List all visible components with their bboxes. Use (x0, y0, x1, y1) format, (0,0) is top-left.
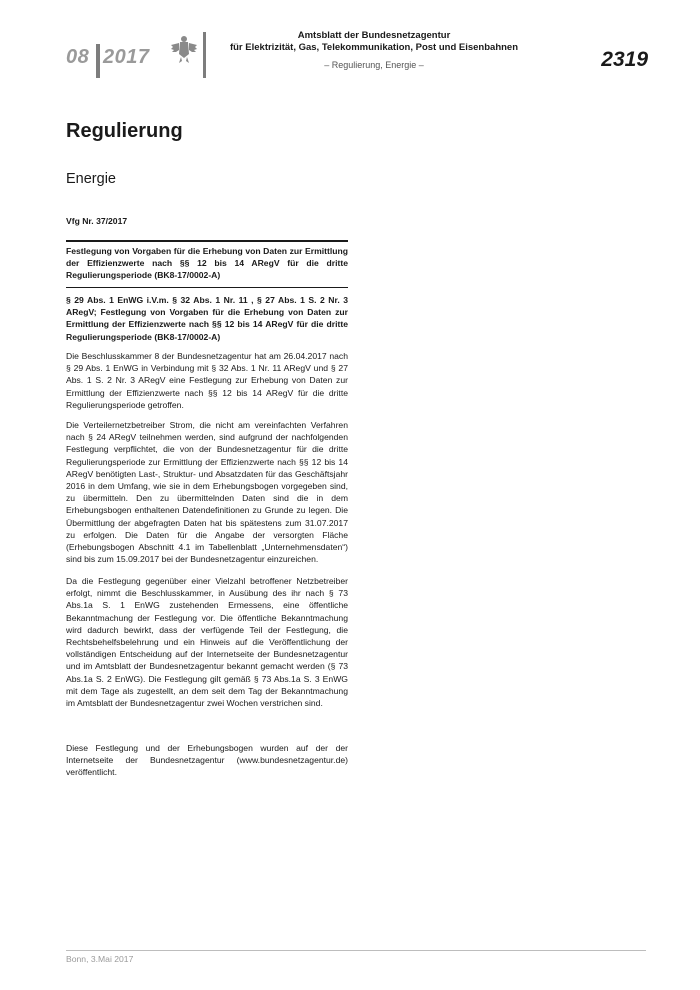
body-paragraph: Die Verteilernetzbetreiber Strom, die nicht am vereinfachten Verfahren nach § 24 ARegV teilnehmen werden, sind aufgrund der nachfolgenden Festlegung verpflichtet, die von der Bundesnetzagentur für die dritte Regulierungsperiode zur Ermittlung der Effizienzwerte nach §§ 12 bis 14 ARegV benötigten Last-, Struktur- und Absatzdaten für das Geschäftsjahr 2016 in dem Umfang, wie sie in dem Erhebungsbogen vorgegeben sind, zu übermitteln. Den zu übermittelnden Daten sind die in dem Erhebungsbogen enthaltenen Datendefinitionen zu Grunde zu legen. Die Übermittlung der abgefragten Daten hat bis spätestens zum 31.07.2017 zu erfolgen. Die Daten für die Angabe der versorgten Fläche (Erhebungsbogen Abschnitt 4.1 im Tabellenblatt „Unternehmensdaten“) sind bis zum 15.09.2017 bei der Bundesnetzagentur einzureichen. (66, 420, 348, 565)
header-divider (203, 32, 206, 78)
body-paragraph: Diese Festlegung und der Erhebungsbogen wurden auf der der Internetseite der Bundesnetzagentur (www.bundesnetzagentur.de) veröffentlicht. (66, 743, 348, 778)
issue-year: 2017 (103, 46, 150, 68)
publication-title-line: Amtsblatt der Bundesnetzagentur (297, 30, 451, 41)
footer-place-date: Bonn, 3.Mai 2017 (66, 954, 134, 964)
decree-title: Festlegung von Vorgaben für die Erhebung von Daten zur Ermittlung der Effizienzwerte nach §§ 12 bis 14 ARegV für die dritte Regulierungsperiode (BK8-17/0002-A) (66, 246, 348, 281)
subsection-heading: Energie (66, 171, 116, 187)
title-rule (66, 287, 348, 288)
section-label: – Regulierung, Energie – (324, 60, 424, 70)
legal-basis: § 29 Abs. 1 EnWG i.V.m. § 32 Abs. 1 Nr. 11 , § 27 Abs. 1 S. 2 Nr. 3 ARegV; Festlegung von Vorgaben für die Erhebung von Daten zur Ermittlung der Effizienzwerte nach §§ 12 bis 14 ARegV für die dritte Regulierungsperiode (BK8-17/0002-A) (66, 295, 348, 342)
page-number: 2319 (601, 48, 648, 71)
publication-title-line: für Elektrizität, Gas, Telekommunikation, Post und Eisenbahnen (229, 42, 519, 53)
decree-number: Vfg Nr. 37/2017 (66, 216, 128, 226)
body-paragraph: Die Beschlusskammer 8 der Bundesnetzagentur hat am 26.04.2017 nach § 29 Abs. 1 EnWG in Verbindung mit § 32 Abs. 1 Nr. 11 ARegV und § 27 Abs. 1 S. 2 Nr. 3 ARegV eine Festlegung zur Erhebung von Daten zur Ermittlung der Effizienzwerte nach §§ 12 bis 14 ARegV für die dritte Regulierungsperiode getroffen. (66, 351, 348, 410)
body-paragraph: Da die Festlegung gegenüber einer Vielzahl betroffener Netzbetreiber erfolgt, nimmt die Beschlusskammer, in Ausübung des ihr nach § 73 Abs.1a S. 1 EnWG zustehenden Ermessens, eine öffentliche Bekanntmachung der Festlegung vor. Die öffentliche Bekanntmachung wird dadurch bewirkt, dass der verfügende Teil der Festlegung, die Rechtsbehelfsbelehrung und ein Hinweis auf die Veröffentlichung der vollständigen Entscheidung auf der Internetseite der Bundesnetzagentur und im Amtsblatt der Bundesnetzagentur bekannt gemacht werden (§ 73 Abs.1a S. 2 EnWG). Die Festlegung gilt gemäß § 73 Abs.1a S. 3 EnWG mit dem Tage als zugestellt, an dem seit dem Tag der Bekanntmachung im Amtsblatt der Bundesnetzagentur zwei Wochen verstrichen sind. (66, 576, 348, 709)
publication-title (214, 30, 534, 54)
section-heading: Regulierung (66, 120, 183, 142)
title-rule (66, 240, 348, 242)
federal-eagle-icon (170, 34, 198, 64)
header-divider (96, 44, 100, 78)
footer-rule (66, 950, 646, 951)
issue-number: 08 (66, 46, 90, 68)
